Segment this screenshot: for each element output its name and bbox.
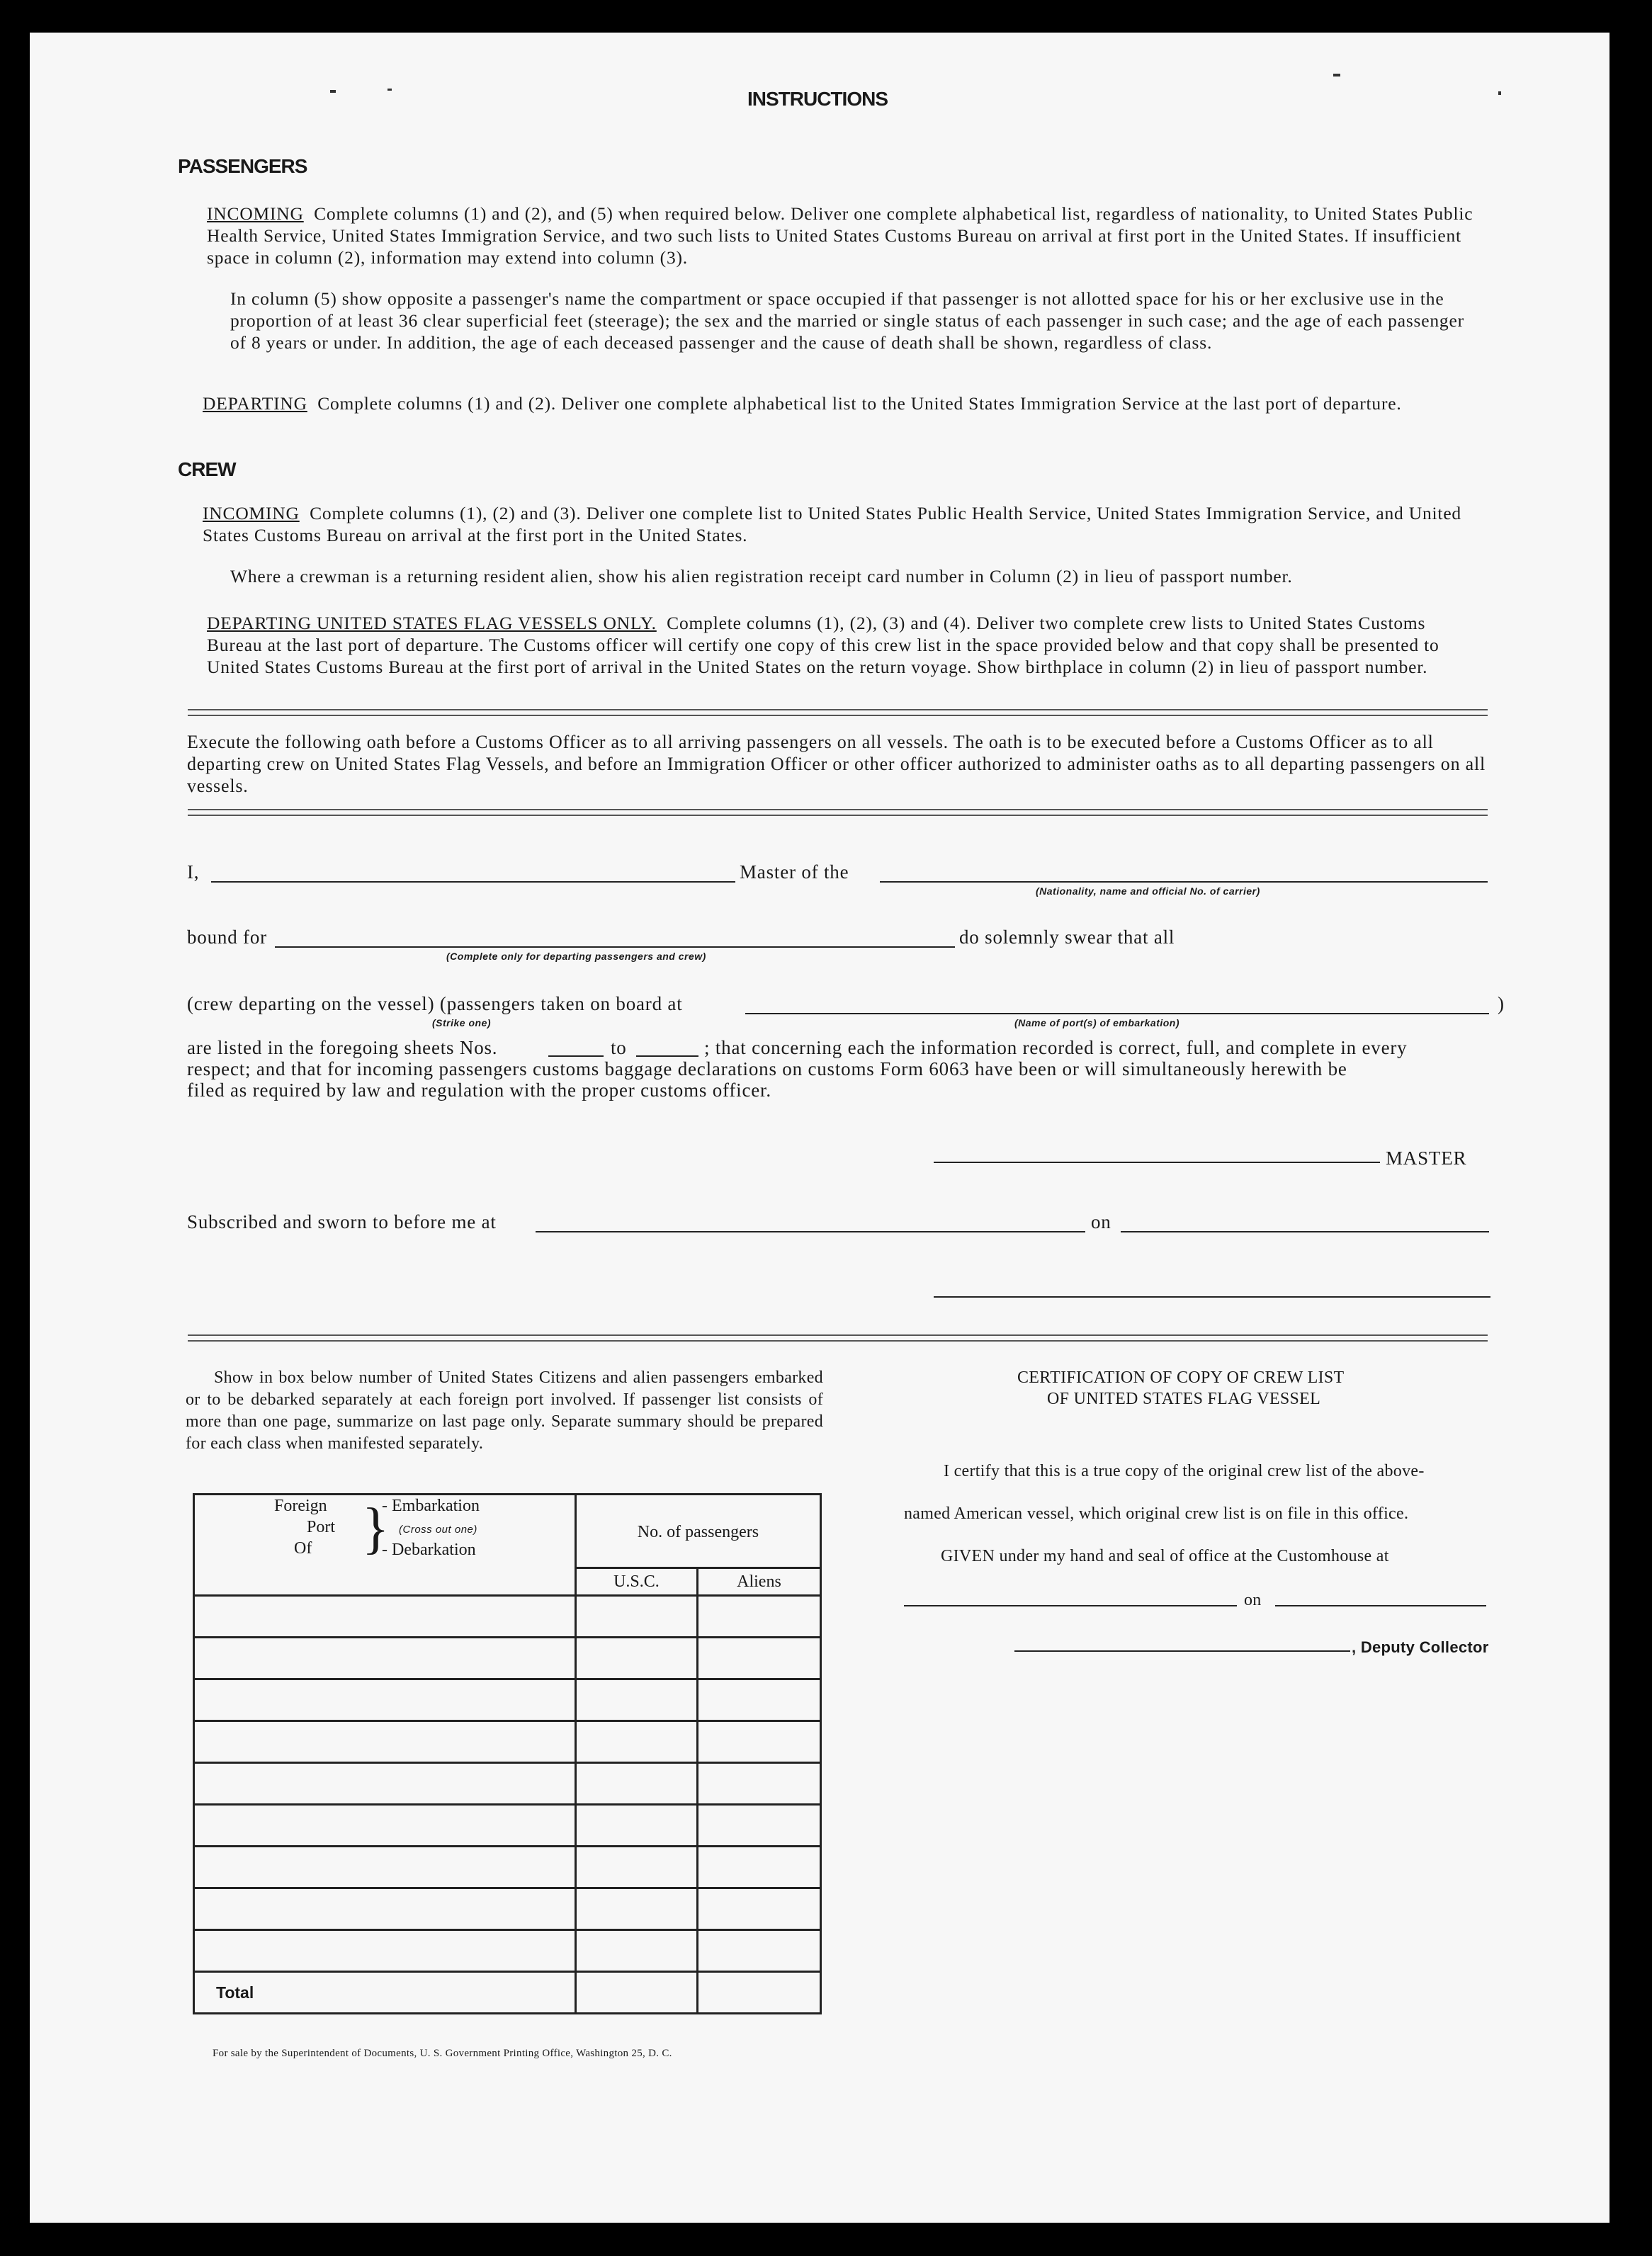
passengers-column5-paragraph: In column (5) show opposite a passenger's name the compartment or space occupied if that passenger is not allotted space for his or her exclusive use in the proportion of at least 36 clear superficial feet (steerage); the sex and the married or single status of each passenger in such case; and the age of each passenger of 8 years or under. In addition, the age of each deceased passenger and the cause of death shall be shown, regardless of class.	[230, 288, 1464, 353]
subscribed-label: Subscribed and sworn to before me at	[187, 1211, 497, 1232]
double-rule	[188, 709, 1488, 716]
usc-cell[interactable]	[575, 1763, 697, 1805]
crew-incoming-paragraph	[203, 502, 1485, 546]
scan-speck	[1498, 91, 1501, 95]
page-title: INSTRUCTIONS	[747, 88, 888, 110]
port-cell[interactable]	[194, 1930, 576, 1972]
usc-cell[interactable]	[575, 1596, 697, 1638]
carrier-field[interactable]	[880, 881, 1488, 883]
aliens-cell[interactable]	[697, 1847, 820, 1888]
customhouse-field[interactable]	[904, 1605, 1237, 1606]
foreign-label: Foreign	[274, 1497, 327, 1515]
carrier-hint: (Nationality, name and official No. of carrier)	[1036, 885, 1260, 897]
scan-speck	[387, 89, 392, 91]
double-rule	[188, 809, 1488, 816]
table-row	[194, 1930, 821, 1972]
usc-total-cell[interactable]	[575, 1972, 697, 2014]
scan-speck	[330, 90, 336, 93]
crew-departing-paragraph	[207, 612, 1482, 678]
passengers-departing-paragraph	[203, 392, 1485, 414]
listed-text-2: ; that concerning each the information recorded is correct, full, and complete in every	[704, 1037, 1408, 1058]
aliens-total-cell[interactable]	[697, 1972, 820, 2014]
oath-instructions: Execute the following oath before a Customs Officer as to all arriving passengers on all vessels. The oath is to be executed before a Customs Officer as to all departing crew on United States Flag Vessels, and before an Immigration Officer or other officer authorized to administer oaths as to all departing passengers on all vessels.	[187, 732, 1486, 796]
usc-cell[interactable]	[575, 1638, 697, 1679]
of-label: Of	[294, 1539, 312, 1558]
port-cell[interactable]	[194, 1847, 576, 1888]
listed-text-1: are listed in the foregoing sheets Nos.	[187, 1037, 498, 1058]
scan-speck	[1333, 74, 1340, 76]
sworn-on-label: on	[1091, 1211, 1111, 1232]
passengers-incoming-paragraph	[207, 203, 1482, 268]
crew-heading: CREW	[178, 458, 236, 480]
sheet-to-field[interactable]	[636, 1055, 698, 1057]
passengers-incoming-label: INCOMING	[207, 203, 304, 224]
certification-date-field[interactable]	[1275, 1605, 1486, 1606]
certification-title-1: CERTIFICATION OF COPY OF CREW LIST	[1017, 1368, 1345, 1387]
passengers-heading: PASSENGERS	[178, 155, 307, 177]
bound-for-field[interactable]	[275, 946, 955, 948]
usc-cell[interactable]	[575, 1930, 697, 1972]
crew-incoming-label: INCOMING	[203, 503, 300, 523]
aliens-label: Aliens	[737, 1572, 781, 1591]
crew-incoming-text: Complete columns (1), (2) and (3). Deliver one complete list to United States Public Health Service, United States Immigration Service, and United States Customs Bureau on arrival at the first port in the United States.	[203, 503, 1461, 545]
usc-cell[interactable]	[575, 1805, 697, 1847]
printing-office-footer: For sale by the Superintendent of Documents, U. S. Government Printing Office, Washington 25, D. C.	[213, 2048, 672, 2059]
deputy-collector-label: , Deputy Collector	[1352, 1638, 1489, 1656]
embarkation-label: - Embarkation	[382, 1497, 480, 1515]
usc-cell[interactable]	[575, 1679, 697, 1721]
port-cell[interactable]	[194, 1763, 576, 1805]
deputy-collector-signature-field[interactable]	[1014, 1650, 1350, 1652]
aliens-cell[interactable]	[697, 1638, 820, 1679]
double-rule	[188, 1334, 1488, 1342]
usc-cell[interactable]	[575, 1888, 697, 1930]
certification-on-label: on	[1244, 1591, 1262, 1609]
oath-i-label: I,	[187, 861, 200, 883]
form-page	[30, 33, 1609, 2223]
port-cell[interactable]	[194, 1721, 576, 1763]
brace-icon: }	[362, 1497, 390, 1560]
crew-departing-label: DEPARTING UNITED STATES FLAG VESSELS ONLY.	[207, 613, 657, 633]
debarkation-label: - Debarkation	[382, 1541, 476, 1559]
table-row	[194, 1638, 821, 1679]
total-label-cell	[194, 1972, 576, 2014]
summary-instructions: Show in box below number of United States Citizens and alien passengers embarked or to be debarked separately at each foreign port involved. If passenger list consists of more than one page, summarize on last page only. Separate summary should be prepared for each class when manifested separately.	[186, 1368, 823, 1453]
certification-title-2: OF UNITED STATES FLAG VESSEL	[1047, 1390, 1321, 1408]
master-signature-field[interactable]	[934, 1162, 1380, 1163]
strike-one-hint: (Strike one)	[432, 1017, 492, 1028]
sworn-date-field[interactable]	[1121, 1231, 1489, 1232]
sheet-from-field[interactable]	[548, 1055, 604, 1057]
usc-cell[interactable]	[575, 1721, 697, 1763]
crew-resident-paragraph: Where a crewman is a returning resident alien, show his alien registration receipt card number in Column (2) in lieu of passport number.	[230, 566, 1293, 586]
embarkation-port-hint: (Name of port(s) of embarkation)	[1014, 1017, 1180, 1028]
bound-for-label: bound for	[187, 926, 267, 948]
aliens-cell[interactable]	[697, 1930, 820, 1972]
passengers-incoming-text: Complete columns (1) and (2), and (5) when required below. Deliver one complete alphabetical list, regardless of nationality, to United States Public Health Service, United States Immigration Service, and two such lists to United States Customs Bureau on arrival at first port in the United States. If insufficient space in column (2), information may extend into column (3).	[207, 203, 1473, 268]
table-row	[194, 1596, 821, 1638]
table-row	[194, 1763, 821, 1805]
port-cell[interactable]	[194, 1805, 576, 1847]
no-of-passengers-label: No. of passengers	[637, 1523, 759, 1541]
to-label: to	[611, 1037, 627, 1058]
table-row	[194, 1679, 821, 1721]
aliens-header	[697, 1568, 820, 1596]
certification-line-3: GIVEN under my hand and seal of office at the Customhouse at	[941, 1547, 1389, 1565]
usc-header	[575, 1568, 697, 1596]
passengers-departing-label: DEPARTING	[203, 393, 307, 414]
master-name-field[interactable]	[211, 881, 735, 883]
total-row	[194, 1972, 821, 2014]
table-row	[194, 1888, 821, 1930]
passenger-summary-table	[193, 1493, 822, 2014]
aliens-cell[interactable]	[697, 1805, 820, 1847]
port-cell[interactable]	[194, 1679, 576, 1721]
no-of-passengers-header	[575, 1495, 820, 1568]
passengers-departing-text: Complete columns (1) and (2). Deliver one complete alphabetical list to the United States Immigration Service at the last port of departure.	[317, 393, 1402, 414]
port-cell[interactable]	[194, 1638, 576, 1679]
bound-for-hint: (Complete only for departing passengers and crew)	[446, 951, 706, 962]
aliens-cell[interactable]	[697, 1763, 820, 1805]
sworn-place-field[interactable]	[536, 1231, 1085, 1232]
usc-label: U.S.C.	[613, 1572, 660, 1591]
close-paren: )	[1498, 993, 1505, 1014]
certification-line-1: I certify that this is a true copy of the original crew list of the above-	[944, 1462, 1425, 1480]
table-row	[194, 1805, 821, 1847]
officer-signature-field[interactable]	[934, 1296, 1490, 1298]
solemnly-swear-text: do solemnly swear that all	[959, 926, 1175, 948]
aliens-cell[interactable]	[697, 1888, 820, 1930]
table-row	[194, 1847, 821, 1888]
certification-line-2: named American vessel, which original crew list is on file in this office.	[904, 1504, 1409, 1523]
master-label: MASTER	[1386, 1147, 1467, 1169]
crew-departing-text: (crew departing on the vessel) (passengers taken on board at	[187, 993, 683, 1014]
port-cell[interactable]	[194, 1888, 576, 1930]
cross-out-hint: (Cross out one)	[399, 1524, 477, 1536]
embarkation-port-field[interactable]	[745, 1013, 1489, 1014]
crew-departing-text: Complete columns (1), (2), (3) and (4). Deliver two complete crew lists to United States Customs Bureau at the last port of departure. The Customs officer will certify one copy of this crew list in the space provided below and that copy shall be presented to United States Customs Bureau at the first port of arrival in the United States on the return voyage. Show birthplace in column (2) in lieu of passport number.	[207, 613, 1439, 677]
listed-text-3: respect; and that for incoming passengers customs baggage declarations on customs Form 6063 have been or will simultaneously herewith be	[187, 1058, 1347, 1079]
usc-cell[interactable]	[575, 1847, 697, 1888]
listed-text-4: filed as required by law and regulation with the proper customs officer.	[187, 1079, 771, 1101]
aliens-cell[interactable]	[697, 1721, 820, 1763]
table-row	[194, 1721, 821, 1763]
aliens-cell[interactable]	[697, 1596, 820, 1638]
port-cell[interactable]	[194, 1596, 576, 1638]
aliens-cell[interactable]	[697, 1679, 820, 1721]
port-label: Port	[307, 1518, 336, 1536]
master-of-the-label: Master of the	[740, 861, 849, 883]
total-label: Total	[216, 1983, 254, 2002]
port-header-cell	[194, 1495, 576, 1596]
